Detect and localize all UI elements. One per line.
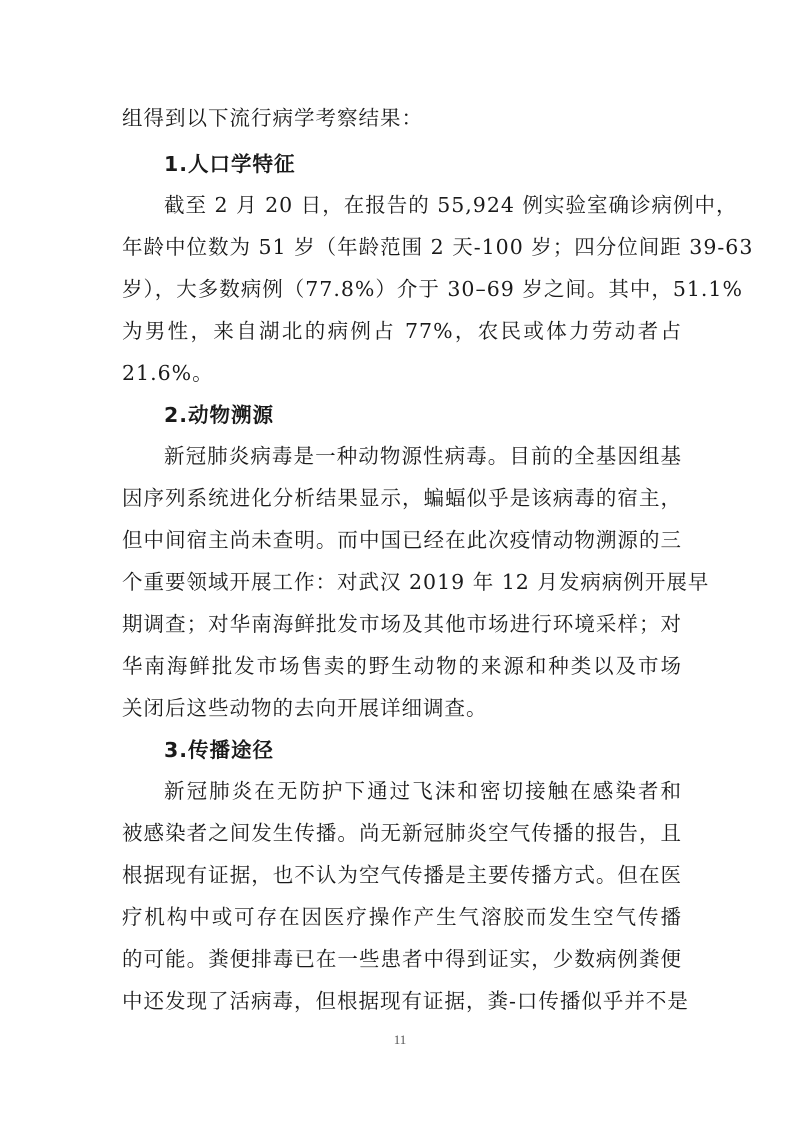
- paragraph-line: 截至 2 月 20 日，在报告的 55,924 例实验室确诊病例中，: [164, 193, 738, 217]
- section-heading-demographics: 1.人口学特征: [164, 152, 296, 176]
- paragraph-line: 年龄中位数为 51 岁（年龄范围 2 天-100 岁；四分位间距 39-63: [122, 235, 754, 259]
- paragraph-line: 的可能。粪便排毒已在一些患者中得到证实，少数病例粪便: [122, 947, 682, 971]
- paragraph-line: 21.6%。: [122, 361, 214, 385]
- paragraph-line: 期调查；对华南海鲜批发市场及其他市场进行环境采样；对: [122, 612, 682, 636]
- paragraph-line: 但中间宿主尚未查明。而中国已经在此次疫情动物溯源的三: [122, 528, 682, 552]
- paragraph-line: 关闭后这些动物的去向开展详细调查。: [122, 696, 488, 720]
- paragraph-line: 新冠肺炎在无防护下通过飞沫和密切接触在感染者和: [164, 779, 682, 803]
- paragraph-line: 新冠肺炎病毒是一种动物源性病毒。目前的全基因组基: [164, 444, 682, 468]
- paragraph-line: 为男性，来自湖北的病例占 77%，农民或体力劳动者占: [122, 319, 682, 343]
- paragraph-line: 中还发现了活病毒，但根据现有证据，粪-口传播似乎并不是: [122, 989, 689, 1013]
- page-number: 11: [393, 1032, 407, 1047]
- paragraph-line: 岁），大多数病例（77.8%）介于 30–69 岁之间。其中，51.1%: [122, 277, 743, 301]
- paragraph-line: 华南海鲜批发市场售卖的野生动物的来源和种类以及市场: [122, 654, 682, 678]
- intro-line: 组得到以下流行病学考察结果：: [122, 106, 423, 130]
- section-heading-transmission: 3.传播途径: [164, 738, 275, 762]
- paragraph-line: 被感染者之间发生传播。尚无新冠肺炎空气传播的报告，且: [122, 821, 682, 845]
- paragraph-line: 根据现有证据，也不认为空气传播是主要传播方式。但在医: [122, 863, 682, 887]
- paragraph-line: 个重要领域开展工作：对武汉 2019 年 12 月发病病例开展早: [122, 570, 710, 594]
- paragraph-line: 疗机构中或可存在因医疗操作产生气溶胶而发生空气传播: [122, 905, 682, 929]
- paragraph-line: 因序列系统进化分析结果显示，蝙蝠似乎是该病毒的宿主，: [122, 486, 682, 510]
- section-heading-animal-origin: 2.动物溯源: [164, 403, 275, 427]
